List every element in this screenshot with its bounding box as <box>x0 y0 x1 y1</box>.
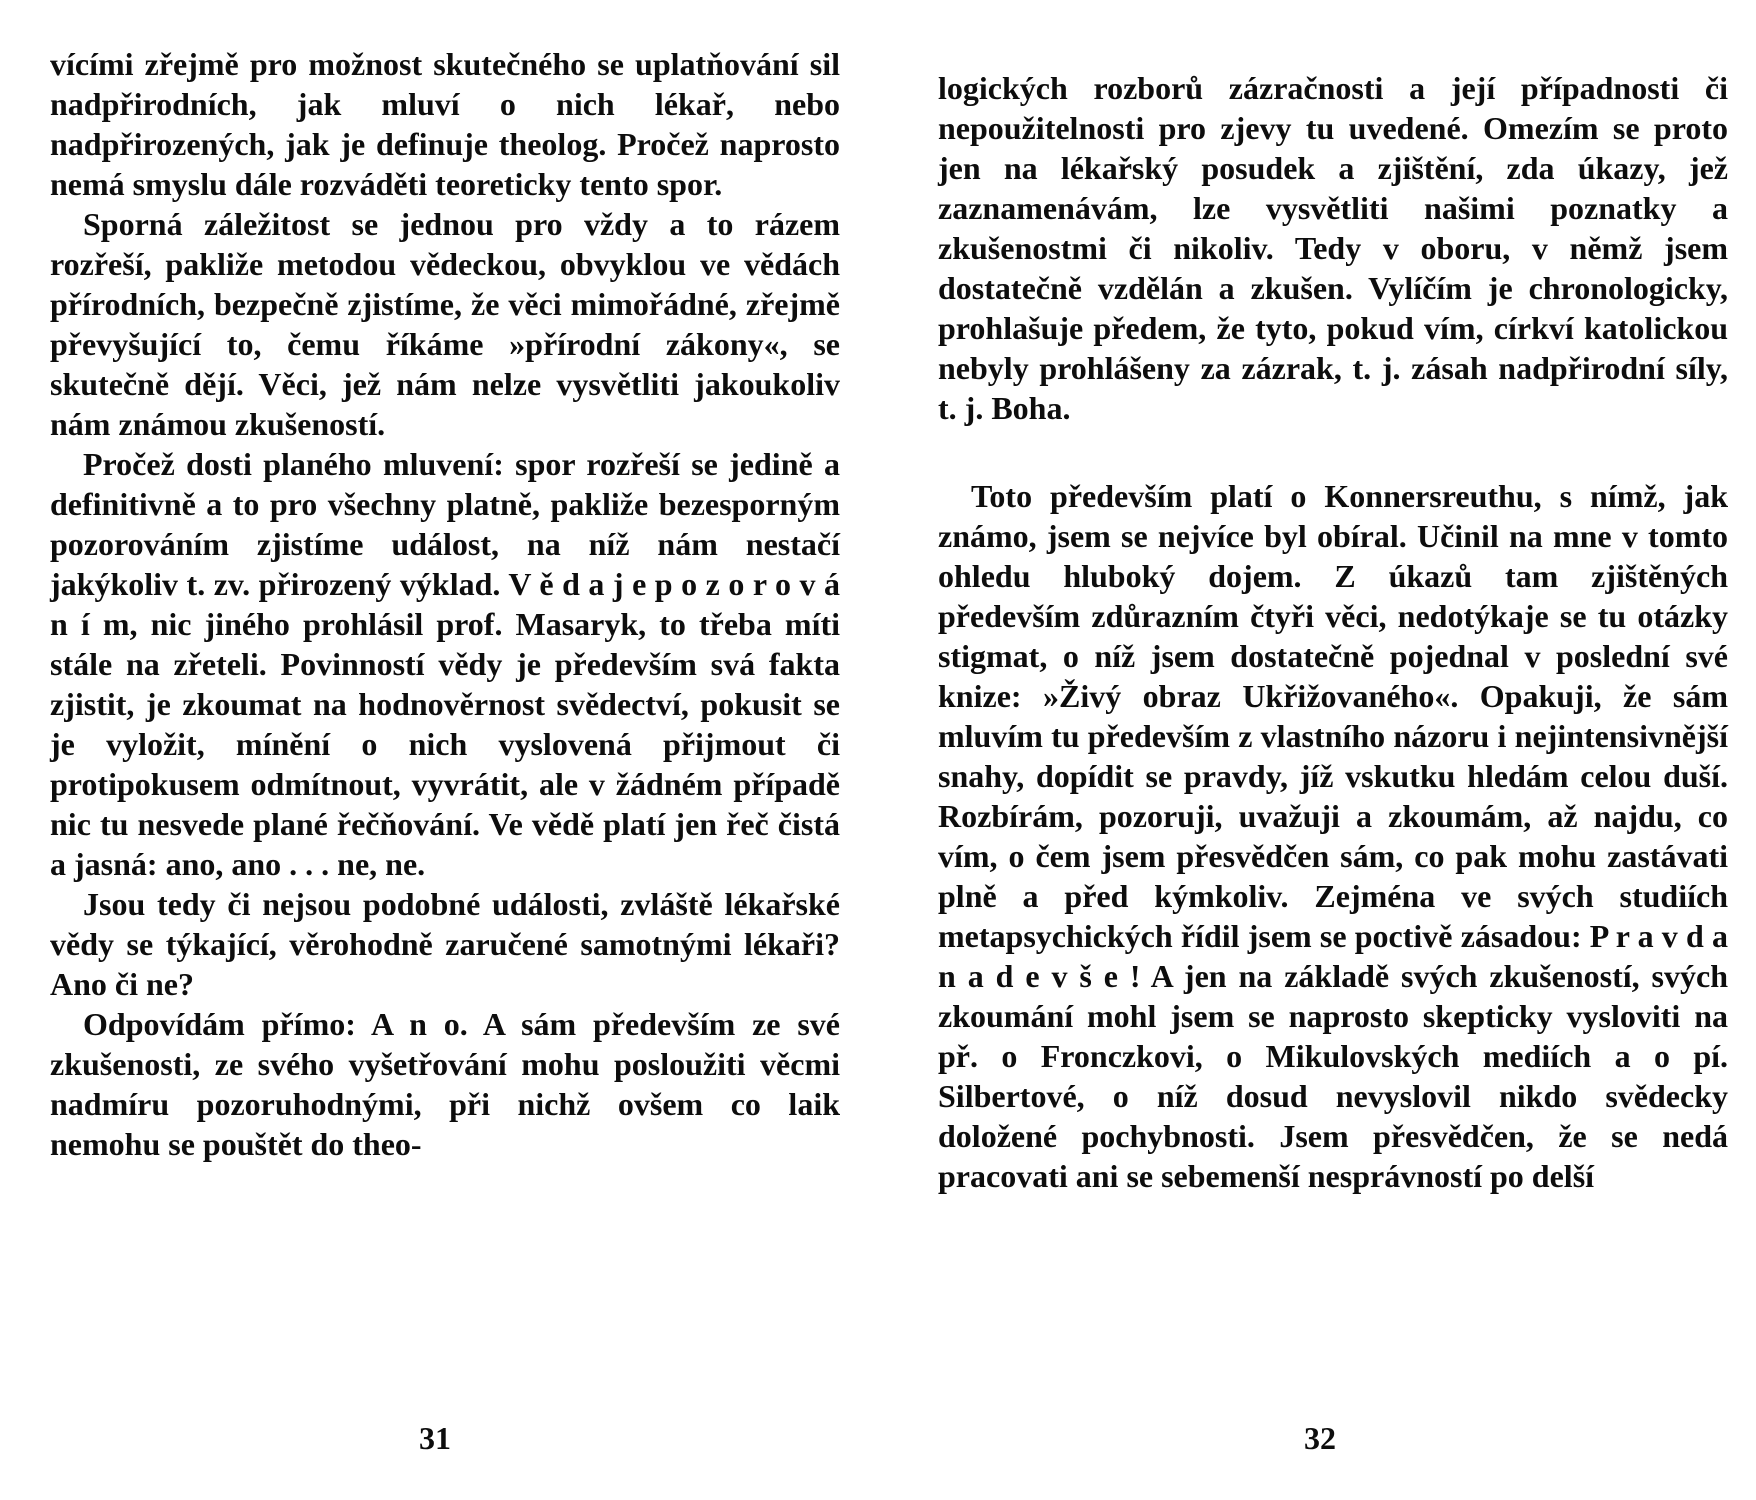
page-number-right: 32 <box>1304 1420 1336 1456</box>
left-page-text <box>50 44 840 1164</box>
left-paragraph-4: Jsou tedy či nejsou podobné události, zvláště lékařské vědy se týkající, věrohodně zaručené samotnými lékaři? Ano či ne? <box>50 886 840 1002</box>
right-paragraph-2: Toto především platí o Konnersreuthu, s nímž, jak známo, jsem se nejvíce byl obíral. Učinil na mne v tomto ohledu hluboký dojem. Z úkazů tam zjištěných především zdůrazním čtyři věci, nedotýkaje se tu otázky stigmat, o níž jsem dostatečně pojednal v poslední své knize: »Živý obraz Ukřižovaného«. Opakuji, že sám mluvím tu především z vlastního názoru i nejintensivnější snahy, dopídit se pravdy, jíž vskutku hledám celou duší. Rozbírám, pozoruji, uvažuji a zkoumám, až najdu, co vím, o čem jsem přesvědčen sám, co pak mohu zastávati plně a před kýmkoliv. Zejména ve svých studiích metapsychických řídil jsem se poctivě zásadou: P r a v d a n a d e v š e ! A jen na základě svých zkušeností, svých zkoumání mohl jsem se naprosto skepticky vysloviti na př. o Fronczkovi, o Mikulovských mediích a o pí. Silbertové, o níž dosud nevyslovil nikdo svědecky doložené pochybnosti. Jsem přesvědčen, že se nedá pracovati ani se sebemenší nesprávností po delší <box>938 478 1728 1194</box>
right-page <box>938 68 1728 1196</box>
left-paragraph-continuation: vícími zřejmě pro možnost skutečného se uplatňování sil nadpřirodních, jak mluví o nich lékař, nebo nadpřirozených, jak je definuje theolog. Pročež naprosto nemá smyslu dále rozváděti teoreticky tento spor. <box>50 46 840 202</box>
left-paragraph-5: Odpovídám přímo: A n o. A sám především ze své zkušenosti, ze svého vyšetřování mohu posloužiti věcmi nadmíru pozoruhodnými, při nichž ovšem co laik nemohu se pouštět do theo- <box>50 1006 840 1162</box>
page-number-left: 31 <box>419 1420 451 1456</box>
left-paragraph-2: Sporná záležitost se jednou pro vždy a to rázem rozřeší, pakliže metodou vědeckou, obvyklou ve vědách přírodních, bezpečně zjistíme, že věci mimořádné, zřejmě převyšující to, čemu říkáme »přírodní zákony«, se skutečně dějí. Věci, jež nám nelze vysvětliti jakoukoliv nám známou zkušeností. <box>50 206 840 442</box>
right-paragraph-continuation: logických rozborů zázračnosti a její případnosti či nepoužitelnosti pro zjevy tu uvedené. Omezím se proto jen na lékařský posudek a zjištění, zda úkazy, jež zaznamenávám, lze vysvětliti našimi poznatky a zkušenostmi či nikoliv. Tedy v oboru, v němž jsem dostatečně vzdělán a zkušen. Vylíčím je chronologicky, prohlašuje předem, že tyto, pokud vím, církví katolickou nebyly prohlášeny za zázrak, t. j. zásah nadpřirodní síly, t. j. Boha. <box>938 70 1728 426</box>
left-paragraph-3: Pročež dosti planého mluvení: spor rozřeší se jedině a definitivně a to pro všechny platně, pakliže bezesporným pozorováním zjistíme událost, na níž nám nestačí jakýkoliv t. zv. přirozený výklad. V ě d a j e p o z o r o v á n í m, nic jiného prohlásil prof. Masaryk, to třeba míti stále na zřeteli. Povinností vědy je především svá fakta zjistit, je zkoumat na hodnověrnost svědectví, pokusit se je vyložit, mínění o nich vyslovená přijmout či protipokusem odmítnout, vyvrátit, ale v žádném případě nic tu nesvede plané řečňování. Ve vědě platí jen řeč čistá a jasná: ano, ano . . . ne, ne. <box>50 446 840 882</box>
left-page <box>50 44 840 1164</box>
right-page-text <box>938 68 1728 1196</box>
